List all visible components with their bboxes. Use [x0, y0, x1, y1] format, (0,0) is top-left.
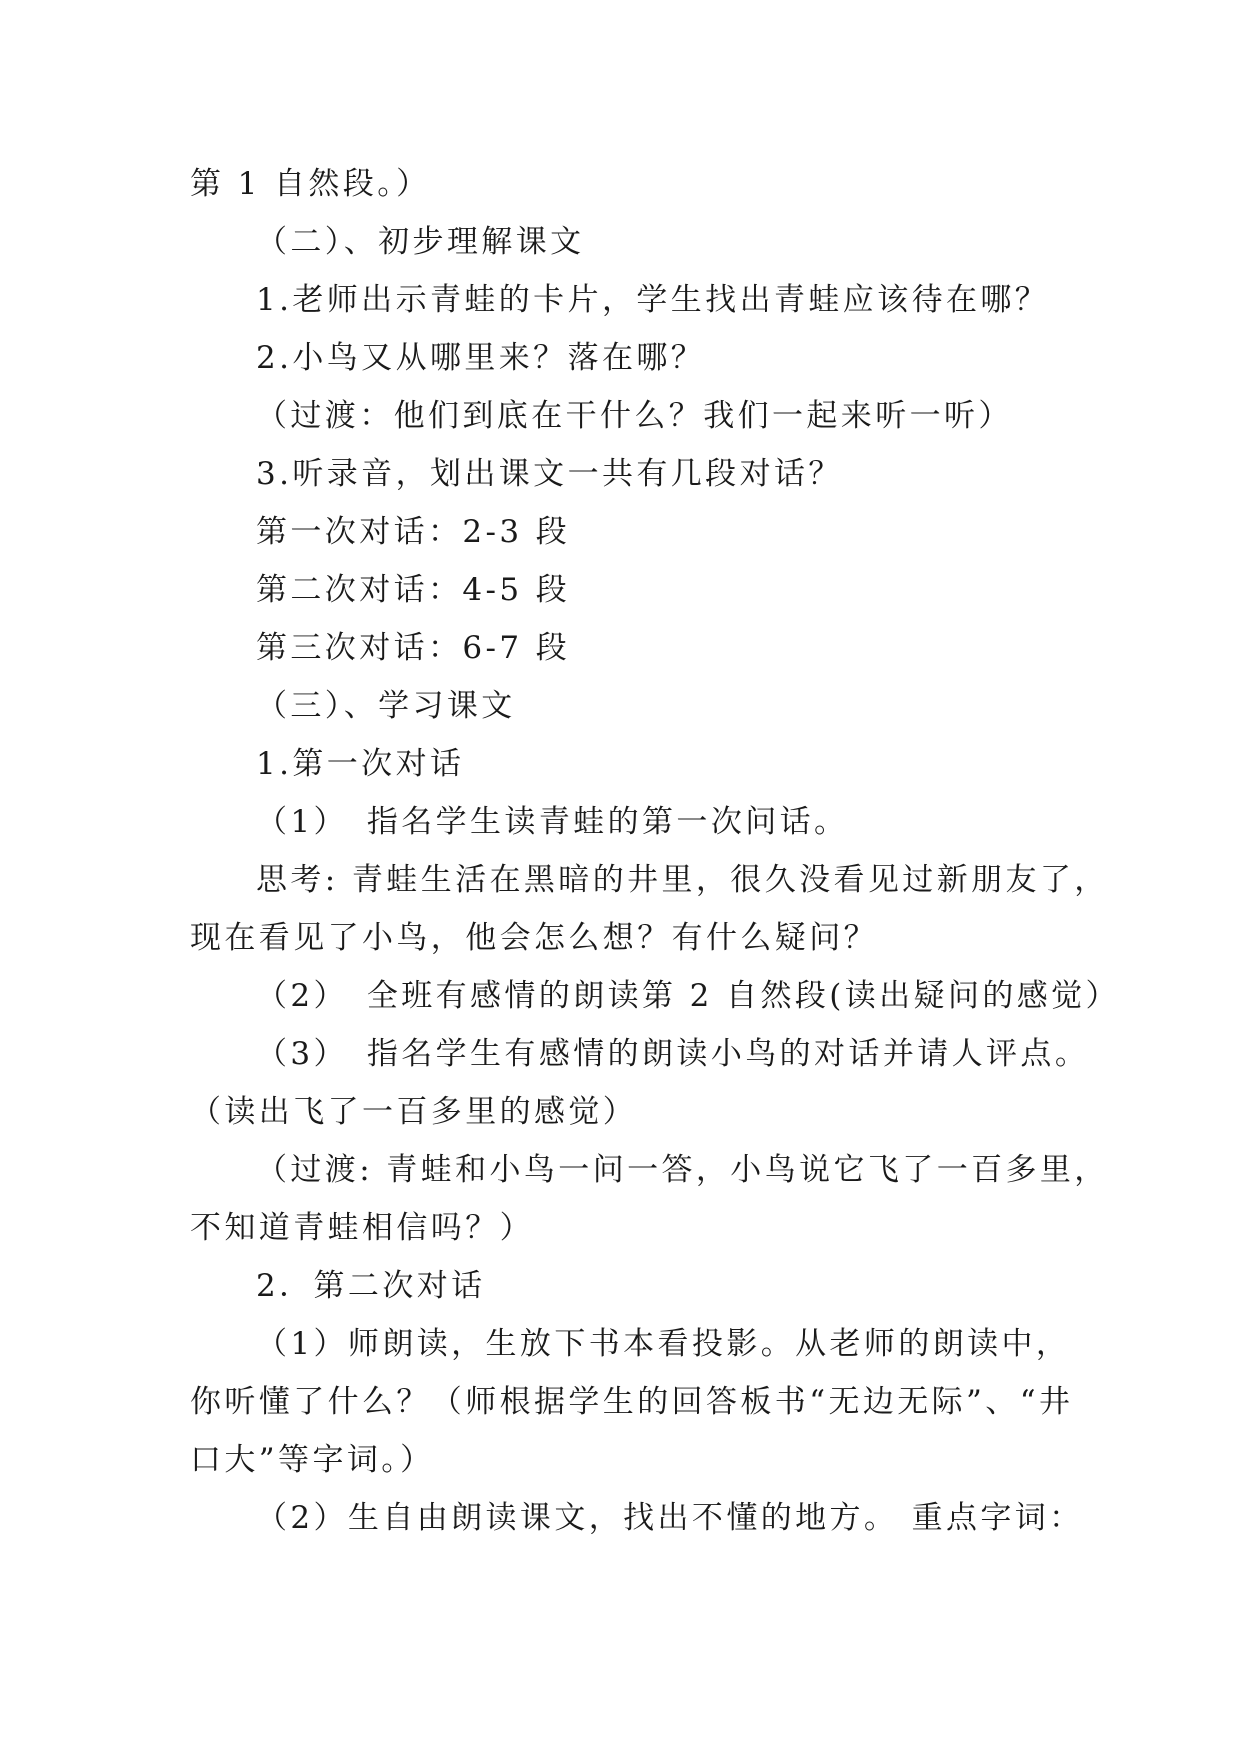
list-item-2: 2.小鸟又从哪里来？落在哪？	[256, 340, 706, 376]
transition-note-1: （过渡：他们到底在干什么？我们一起来听一听）	[256, 398, 1013, 434]
dialogue-2-step-2: （2）生自由朗读课文，找出不懂的地方。 重点字词：	[256, 1500, 1084, 1536]
dialogue-1-range: 第一次对话：2-3 段	[256, 514, 571, 550]
step-2: （2） 全班有感情的朗读第 2 自然段(读出疑问的感觉）	[256, 978, 1120, 1014]
transition-note-2-line-2: 不知道青蛙相信吗？）	[190, 1210, 534, 1246]
dialogue-2-step-1-line-3: 口大”等字词。）	[190, 1442, 435, 1478]
dialogue-3-range: 第三次对话：6-7 段	[256, 630, 571, 666]
list-item-1: 1.老师出示青蛙的卡片，学生找出青蛙应该待在哪？	[256, 282, 1050, 318]
dialogue-2-step-1-line-2: 你听懂了什么？（师根据学生的回答板书“无边无际”、“井	[190, 1384, 1074, 1420]
section-heading-2: （二）、初步理解课文	[256, 224, 585, 260]
list-item-3: 3.听录音，划出课文一共有几段对话？	[256, 456, 843, 492]
step-3-note: （读出飞了一百多里的感觉）	[190, 1094, 638, 1130]
thinking-question-line-2: 现在看见了小鸟，他会怎么想？有什么疑问？	[190, 920, 878, 956]
dialogue-2-step-1-line-1: （1）师朗读，生放下书本看投影。从老师的朗读中，	[256, 1326, 1071, 1362]
step-1: （1） 指名学生读青蛙的第一次问话。	[256, 804, 849, 840]
thinking-question-line-1: 思考: 青蛙生活在黑暗的井里，很久没看见过新朋友了，	[256, 862, 1109, 898]
section-heading-3: （三）、学习课文	[256, 688, 516, 724]
transition-note-2-line-1: （过渡: 青蛙和小鸟一问一答，小鸟说它飞了一百多里，	[256, 1152, 1109, 1188]
subsection-dialogue-2: 2．第二次对话	[256, 1268, 486, 1304]
dialogue-2-range: 第二次对话：4-5 段	[256, 572, 571, 608]
text-line-1: 第 1 自然段。）	[190, 166, 431, 202]
step-3: （3） 指名学生有感情的朗读小鸟的对话并请人评点。	[256, 1036, 1090, 1072]
subsection-dialogue-1: 1.第一次对话	[256, 746, 465, 782]
